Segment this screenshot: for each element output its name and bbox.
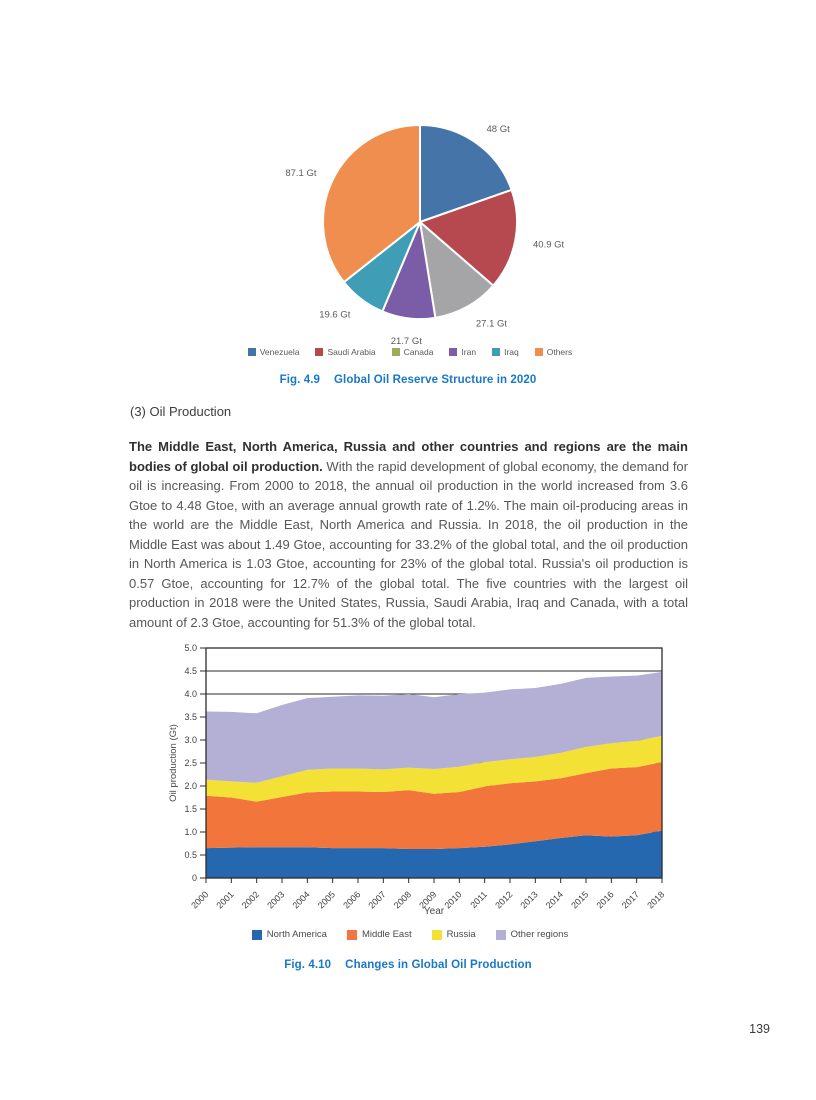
x-tick-label: 2002	[239, 889, 262, 911]
x-tick-label: 2015	[569, 889, 591, 911]
x-tick-label: 2000	[189, 889, 211, 911]
legend-label: Iran	[461, 347, 477, 357]
legend-label: Others	[546, 347, 573, 357]
pie-legend-item-iran	[449, 347, 476, 357]
legend-swatch	[432, 930, 442, 940]
figure-caption-title: Changes in Global Oil Production	[345, 959, 532, 971]
legend-label: Other regions	[510, 929, 569, 940]
legend-swatch	[248, 348, 256, 356]
y-tick-label: 1.5	[184, 804, 197, 814]
legend-swatch	[496, 930, 506, 940]
area-legend-item-north-america	[252, 929, 327, 940]
pie-legend-item-others	[535, 347, 573, 357]
y-tick-label: 0	[191, 873, 197, 883]
x-tick-label: 2014	[543, 889, 566, 911]
figure-caption-4-9	[0, 374, 816, 386]
pie-chart-legend	[130, 347, 690, 357]
paragraph-body-text: With the rapid development of global economy, the demand for oil is increasing. From 2000 to 2018, the annual oil production in the world increased from 3.6 Gtoe to 4.48 Gtoe, with an average annual growth rate of 1.2%. The main oil-producing areas in the world are the Middle East, North America and Russia. In 2018, the oil production in the Middle East was about 1.49 Gtoe, accounting for 33.2% of the global total, and the oil production in North America is 1.03 Gtoe, accounting for 23% of the global total. Russia's oil production is 0.57 Gtoe, accounting for 12.7% of the global total. The five countries with the largest oil production in 2018 were the United States, Russia, Saudi Arabia, Iraq and Canada, with a total amount of 2.3 Gtoe, accounting for 51.3% of the global total.	[129, 458, 688, 630]
area-legend-item-other-regions	[496, 929, 569, 940]
x-tick-label: 2001	[214, 889, 236, 911]
y-tick-label: 3.0	[184, 735, 197, 745]
area-legend-item-russia	[432, 929, 476, 940]
y-tick-label: 1.0	[184, 827, 197, 837]
x-tick-label: 2018	[645, 889, 667, 911]
legend-label: North America	[266, 929, 327, 940]
figure-caption-label: Fig. 4.9	[279, 374, 321, 386]
pie-slice-value-label: 48 Gt	[486, 124, 510, 136]
y-tick-label: 0.5	[184, 850, 197, 860]
stacked-area-chart-oil-production	[130, 638, 690, 918]
pie-slice-value-label: 21.7 Gt	[390, 336, 422, 348]
legend-label: Middle East	[361, 929, 412, 940]
paragraph-lead-sentence: The Middle East, North America, Russia and other countries and regions are the main bodies of global oil production.	[129, 439, 688, 474]
section-heading: (3) Oil Production	[130, 404, 232, 419]
pie-legend-item-iraq	[492, 347, 519, 357]
figure-caption-title: Global Oil Reserve Structure in 2020	[334, 374, 537, 386]
y-tick-label: 2.5	[184, 758, 197, 768]
x-tick-label: 2009	[417, 889, 439, 911]
x-tick-label: 2007	[366, 889, 388, 911]
legend-label: Saudi Arabia	[327, 347, 376, 357]
pie-legend-item-venezuela	[248, 347, 300, 357]
x-tick-label: 2013	[518, 889, 540, 911]
x-tick-label: 2016	[594, 889, 616, 911]
x-tick-label: 2005	[315, 889, 338, 911]
legend-label: Russia	[446, 929, 476, 940]
pie-chart-oil-reserves	[180, 115, 660, 350]
pie-slice-value-label: 19.6 Gt	[319, 309, 351, 321]
legend-swatch	[449, 348, 457, 356]
legend-label: Iraq	[504, 347, 519, 357]
legend-swatch	[535, 348, 543, 356]
x-tick-label: 2008	[391, 889, 414, 911]
legend-swatch	[252, 930, 262, 940]
page-number: 139	[749, 1022, 770, 1036]
pie-slice-value-label: 87.1 Gt	[285, 167, 317, 179]
area-legend-item-middle-east	[347, 929, 412, 940]
x-tick-label: 2017	[619, 889, 642, 911]
x-tick-label: 2004	[290, 889, 312, 911]
pie-slice-value-label: 40.9 Gt	[533, 239, 565, 251]
legend-swatch	[492, 348, 500, 356]
figure-caption-label: Fig. 4.10	[284, 959, 332, 971]
legend-label: Canada	[403, 347, 434, 357]
y-tick-label: 2.0	[184, 781, 197, 791]
legend-swatch	[347, 930, 357, 940]
body-paragraph	[129, 437, 688, 632]
x-tick-label: 2006	[341, 889, 363, 911]
x-tick-label: 2003	[265, 889, 287, 911]
y-tick-label: 5.0	[184, 643, 197, 653]
y-tick-label: 4.5	[184, 666, 197, 676]
y-tick-label: 3.5	[184, 712, 197, 722]
pie-legend-item-saudi-arabia	[315, 347, 375, 357]
figure-caption-4-10	[0, 959, 816, 971]
y-axis-title: Oil production (Gt)	[168, 724, 179, 802]
legend-label: Venezuela	[259, 347, 300, 357]
x-tick-label: 2010	[442, 889, 464, 911]
area-chart-legend	[130, 929, 690, 940]
pie-legend-item-canada	[392, 347, 434, 357]
legend-swatch	[315, 348, 323, 356]
y-tick-label: 4.0	[184, 689, 197, 699]
legend-swatch	[392, 348, 400, 356]
x-tick-label: 2011	[468, 889, 490, 911]
x-tick-label: 2012	[493, 889, 515, 911]
pie-slice-value-label: 27.1 Gt	[475, 318, 508, 330]
x-axis-title: Year	[423, 906, 445, 917]
